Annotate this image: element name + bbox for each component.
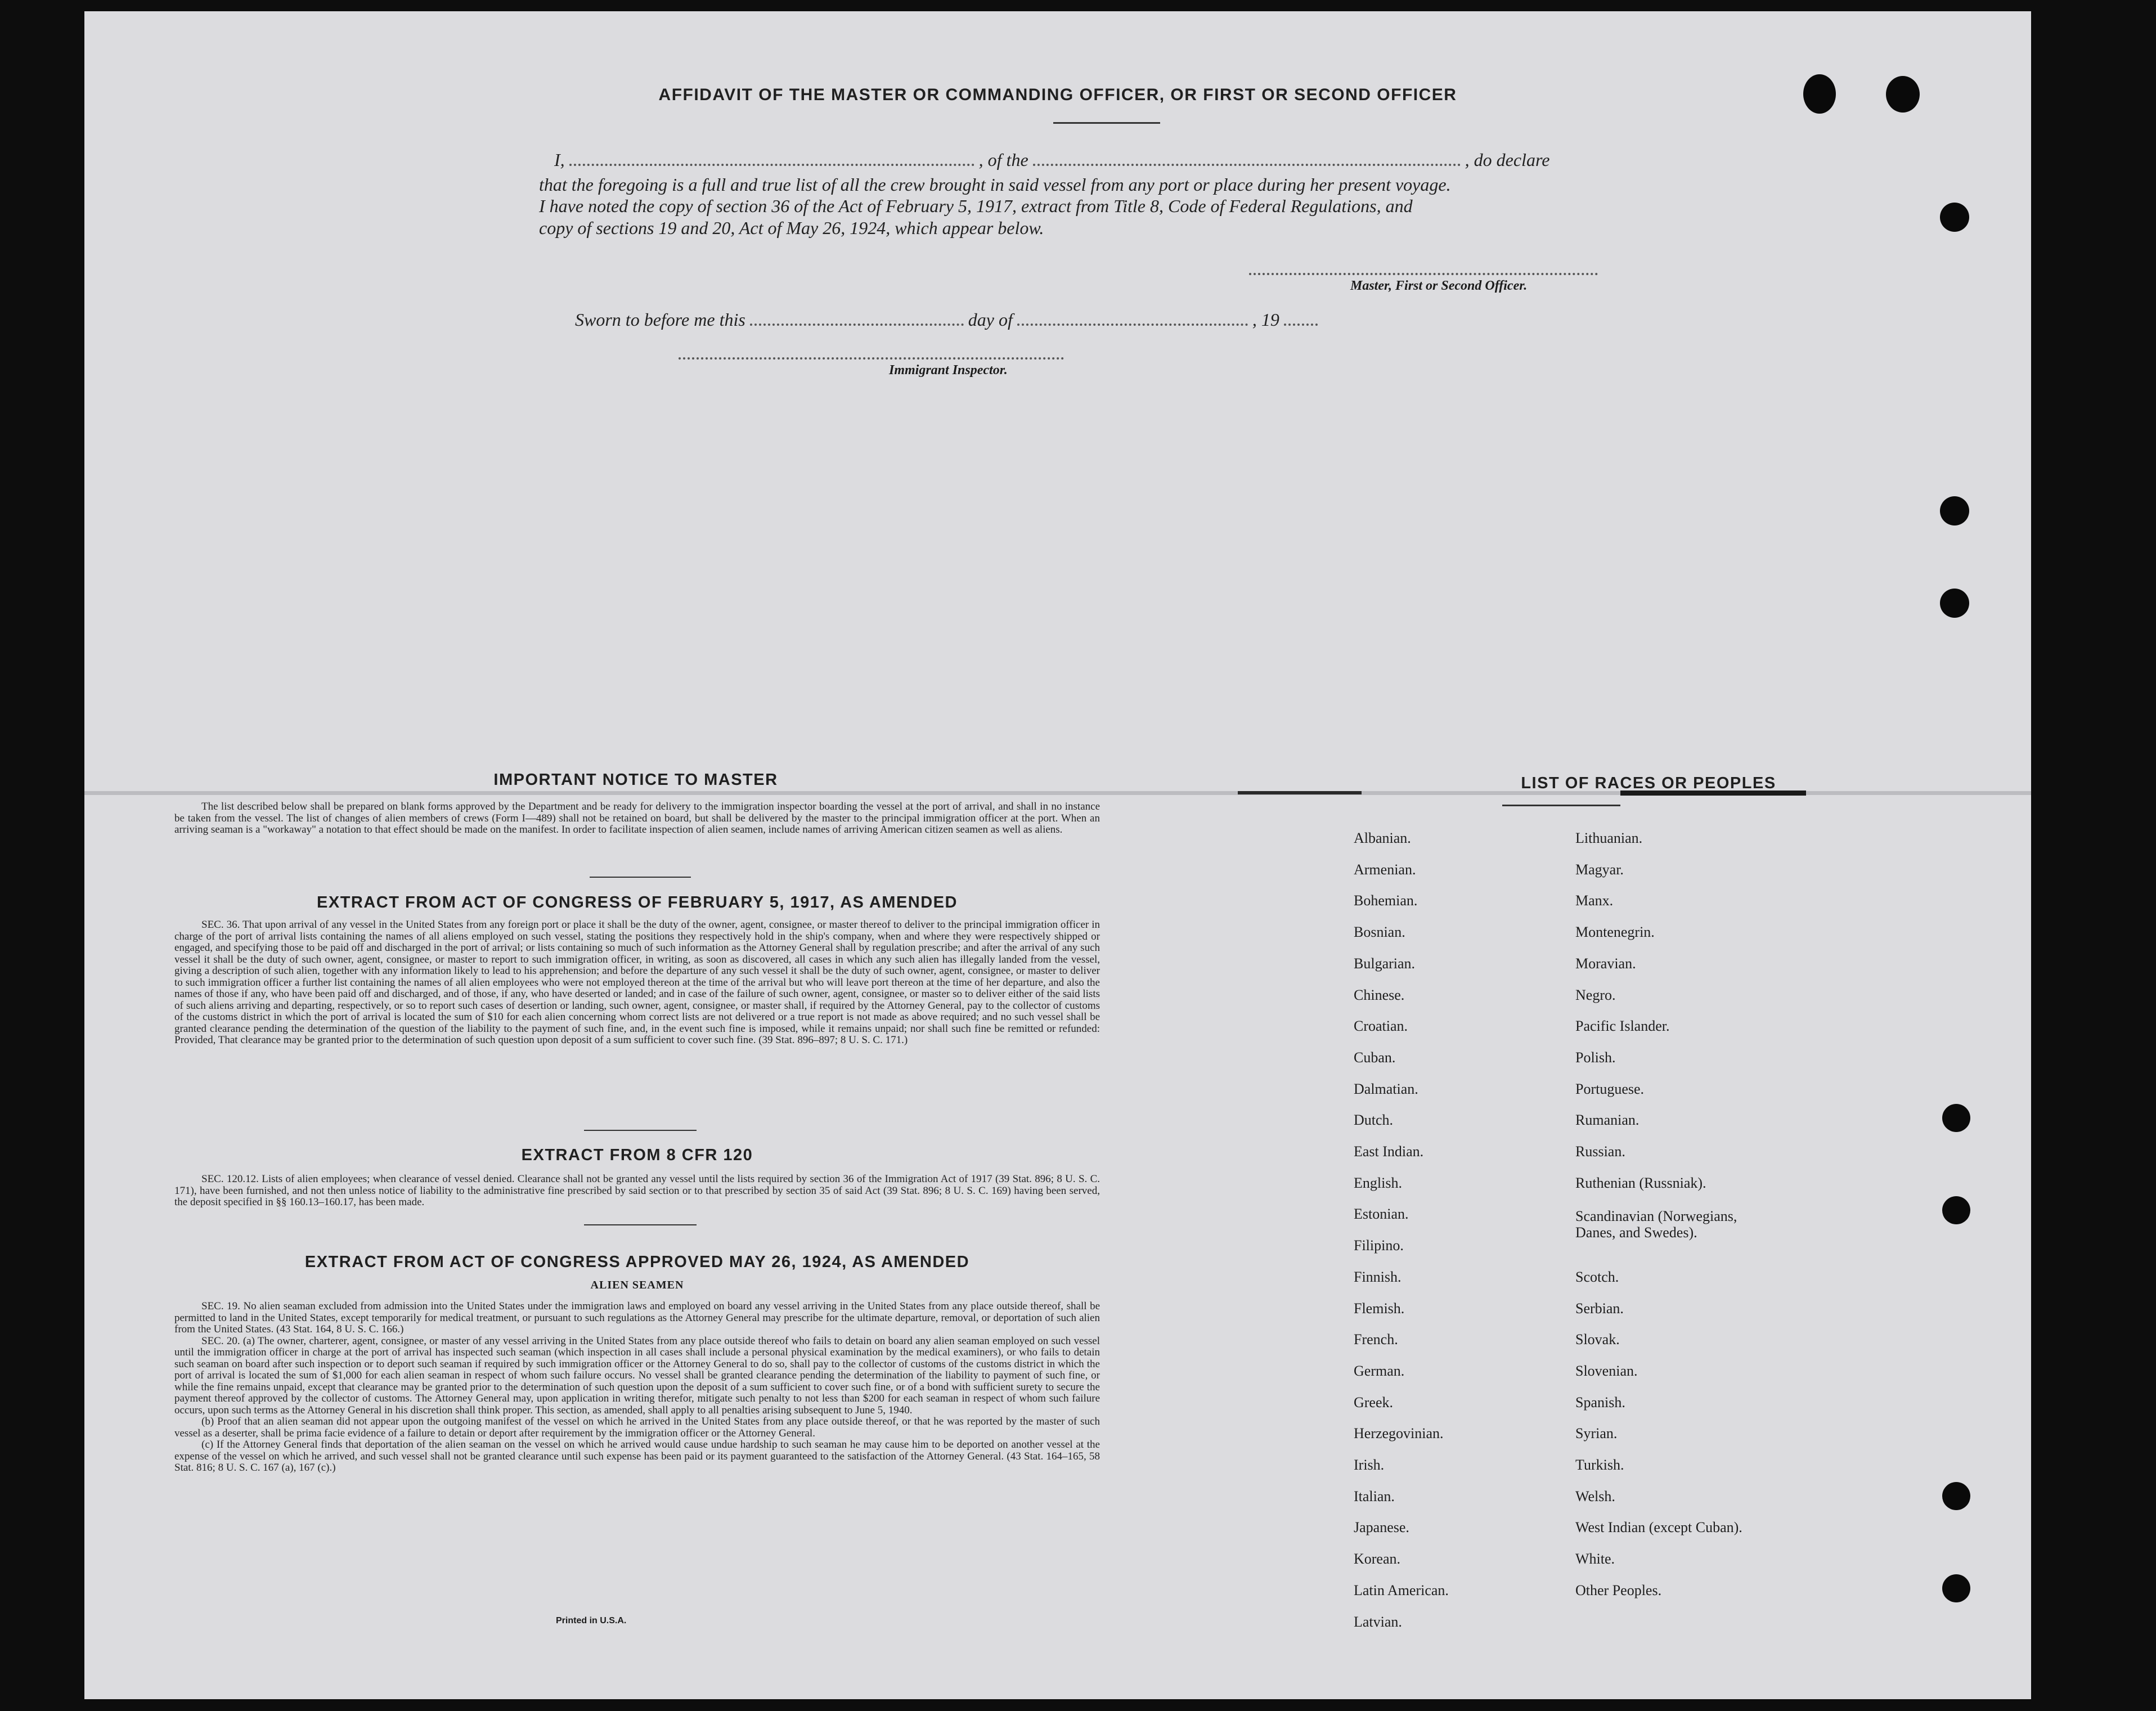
race-item: Pacific Islander.: [1575, 1018, 1670, 1035]
race-item: English.: [1354, 1174, 1402, 1191]
punch-hole: [1942, 1104, 1970, 1132]
race-item: Other Peoples.: [1575, 1582, 1662, 1598]
sworn-year-blank[interactable]: [1284, 324, 1318, 326]
notice-title: IMPORTANT NOTICE TO MASTER: [493, 771, 778, 789]
race-item: Finnish.: [1354, 1268, 1402, 1285]
race-item: Montenegrin.: [1575, 924, 1655, 941]
race-item: Manx.: [1575, 892, 1614, 909]
title-rule: [1053, 122, 1160, 124]
race-item: Magyar.: [1575, 861, 1624, 878]
race-item: Slovenian.: [1575, 1362, 1638, 1379]
race-item: Russian.: [1575, 1143, 1625, 1160]
race-item: Croatian.: [1354, 1018, 1408, 1035]
race-item: Welsh.: [1575, 1488, 1615, 1505]
sworn-prefix: Sworn to before me this: [575, 309, 745, 330]
extract-cfr-text: SEC. 120.12. Lists of alien employees; when clearance of vessel denied. Clearance shall not be granted any vessel until the lists required by section 36 of the Immigration Act of 1917 (39 Stat. 896; 8 U. S. C. 171), have been furnished, and not then unless notice of liability to the administrative fine prescribed by said section or to that prescribed by section 35 of said Act (39 Stat. 896; 8 U. S. C. 169) having been served, the deposit specified in §§ 160.13–160.17, has been made.: [174, 1173, 1100, 1208]
race-item: Latvian.: [1354, 1613, 1402, 1630]
race-item: Polish.: [1575, 1049, 1616, 1066]
inspector-label: Immigrant Inspector.: [889, 363, 1008, 378]
race-item: Latin American.: [1354, 1582, 1449, 1598]
sworn-month-blank[interactable]: [1017, 324, 1248, 326]
race-item: Italian.: [1354, 1488, 1395, 1505]
sec-20c-text: (c) If the Attorney General finds that deportation of the alien seaman on the vessel on which he arrived would cause undue hardship to such seaman he may cause him to be deported on another vessel at the expense of the vessel on which he arrived, and such vessel shall not be granted clearance until such expense has been paid or its payment guaranteed to the satisfaction of the Attorney General. (43 Stat. 164–165, 58 Stat. 816; 8 U. S. C. 167 (a), 167 (c).): [174, 1439, 1100, 1474]
alien-seamen-subtitle: ALIEN SEAMEN: [590, 1279, 684, 1291]
race-item: Dalmatian.: [1354, 1080, 1418, 1097]
race-item: Estonian.: [1354, 1206, 1409, 1223]
race-item: Ruthenian (Russniak).: [1575, 1174, 1706, 1191]
race-item: Dutch.: [1354, 1112, 1394, 1129]
master-signature-label: Master, First or Second Officer.: [1350, 279, 1528, 293]
race-item: Slovak.: [1575, 1331, 1620, 1348]
inspector-signature-line[interactable]: [679, 357, 1064, 360]
extract-cfr-rule: [584, 1224, 697, 1225]
race-item: East Indian.: [1354, 1143, 1424, 1160]
notice-rule: [590, 877, 691, 878]
extract-1917-title: EXTRACT FROM ACT OF CONGRESS OF FEBRUARY 5, 1917, AS AMENDED: [317, 893, 958, 911]
sworn-day-of: day of: [968, 309, 1013, 330]
race-item: French.: [1354, 1331, 1398, 1348]
punch-hole: [1940, 496, 1969, 526]
race-item: German.: [1354, 1362, 1405, 1379]
race-item: Filipino.: [1354, 1237, 1404, 1254]
race-item: Portuguese.: [1575, 1080, 1645, 1097]
affidavit-i: I,: [554, 150, 565, 170]
affidavit-line-1: [554, 150, 1674, 170]
sec-20a-text: SEC. 20. (a) The owner, charterer, agent, consignee, or master of any vessel arriving in the United States from any place outside thereof who fails to detain on board any alien seaman employed on such vessel until the immigration officer in charge at the port of arrival has inspected such seaman (which inspection in all cases shall include a personal physical examination by the medical examiners), or who fails to detain such seaman on board after such inspection or to deport such seaman if required by such immigration officer or the Attorney General to do so, shall pay to the collector of customs of the customs district in which the port of arrival is located the sum of $1,000 for each alien seaman in respect of whom such failure occurs. No vessel shall be granted clearance pending the determination of the liability to payment of such fine, or while the fine remains unpaid, except that clearance may be granted prior to the determination of such question upon the deposit of a sum sufficient to cover such fine, or of a bond with sufficient surety to secure the payment thereof approved by the collector of customs. The Attorney General may, upon application in writing therefor, mitigate such penalty to not less than $200 for each seaman in respect of whom such failure occurs, upon such terms as the Attorney General in his discretion shall think proper. This section, as amended, shall apply to all penalties arising subsequent to June 5, 1940.: [174, 1335, 1100, 1416]
race-item: Flemish.: [1354, 1300, 1405, 1317]
race-item: Irish.: [1354, 1457, 1385, 1473]
race-item: Bosnian.: [1354, 924, 1405, 941]
race-item: Japanese.: [1354, 1519, 1409, 1536]
sworn-day-blank[interactable]: [750, 324, 964, 326]
extract-1917-rule: [584, 1130, 697, 1131]
master-signature-line[interactable]: [1249, 273, 1598, 275]
race-item: Herzegovinian.: [1354, 1425, 1444, 1442]
printed-in-usa: Printed in U.S.A.: [556, 1616, 627, 1625]
affidavit-title: AFFIDAVIT OF THE MASTER OR COMMANDING OFFICER, OR FIRST OR SECOND OFFICER: [658, 86, 1457, 104]
race-item: Korean.: [1354, 1551, 1401, 1568]
race-item: Chinese.: [1354, 986, 1405, 1003]
extract-1924-body: [174, 1301, 1100, 1474]
affidavit-line-2: that the foregoing is a full and true list of all the crew brought in said vessel from any port or place during her present voyage.: [539, 174, 1451, 195]
race-item: Syrian.: [1575, 1425, 1618, 1442]
race-item: White.: [1575, 1551, 1615, 1568]
punch-hole: [1942, 1196, 1970, 1224]
extract-cfr-title: EXTRACT FROM 8 CFR 120: [521, 1146, 753, 1164]
extract-1917-text: SEC. 36. That upon arrival of any vessel in the United States from any foreign port or place it shall be the duty of the owner, agent, consignee, or master thereof to deliver to the principal immigration officer in charge of the port of arrival lists containing the names of all aliens employed on such vessel, stating the positions they respectively hold in the ship's company, when and where they were respectively shipped or engaged, and specifying those to be paid off and discharged in the port of arrival; or lists containing so much of such information as the Attorney General shall by regulation prescribe; and after the arrival of any such vessel it shall be the duty of such owner, agent, consignee, or master to report to such immigration officer, in writing, as soon as discovered, all cases in which any such alien has illegally landed from the vessel, giving a description of such alien, together with any information likely to lead to his apprehension; and before the departure of any such vessel it shall be the duty of such owner, agent, consignee, or master to deliver to such immigration officer a further list containing the names of all alien employees who were not employed thereon at the time of the arrival but who will leave port thereon at the time of her departure, and also the names of those if any, who have been paid off and discharged, and of those, if any, who have deserted or landed; and in case of the failure of such owner, agent, consignee, or master so to deliver either of the said lists of such aliens arriving and departing, respectively, or so to report such cases of desertion or landing, such owner, agent, consignee, or master shall, if required by the Attorney General, pay to the collector of customs of the customs district in which the port of arrival is located the sum of $10 for each alien concerning whom correct lists are not delivered or a true report is not made as above required; and no such vessel shall be granted clearance pending the determination of the question of the liability to the payment of such fine, and, in the event such fine is imposed, while it remains unpaid; nor shall such fine be remitted or refunded: Provided, That clearance may be granted prior to the determination of such question upon deposit of a sum sufficient to cover such fine. (39 Stat. 896–897; 8 U. S. C. 171.): [174, 919, 1100, 1046]
sworn-year: , 19: [1252, 309, 1279, 330]
punch-hole: [1803, 74, 1836, 114]
race-item: Serbian.: [1575, 1300, 1624, 1317]
affidavit-of-the: , of the: [978, 150, 1028, 170]
vessel-blank[interactable]: [1033, 164, 1461, 166]
race-item: Scandinavian (Norwegians, Danes, and Swedes).: [1575, 1208, 1737, 1241]
race-item: Negro.: [1575, 986, 1616, 1003]
races-rule: [1502, 805, 1620, 806]
document-page: [84, 11, 2031, 1699]
race-item: Albanian.: [1354, 830, 1411, 846]
fold-mark-left: [1238, 791, 1362, 794]
punch-hole: [1942, 1482, 1970, 1510]
race-item: West Indian (except Cuban).: [1575, 1519, 1742, 1536]
races-title: LIST OF RACES OR PEOPLES: [1521, 774, 1776, 792]
punch-hole: [1940, 203, 1969, 232]
affidavit-line-4: copy of sections 19 and 20, Act of May 26, 1924, which appear below.: [539, 218, 1044, 238]
punch-hole: [1940, 589, 1969, 618]
affidavit-declare: , do declare: [1465, 150, 1550, 170]
extract-1924-title: EXTRACT FROM ACT OF CONGRESS APPROVED MAY 26, 1924, AS AMENDED: [304, 1253, 970, 1271]
punch-hole: [1942, 1574, 1970, 1602]
affidavit-line-3: I have noted the copy of section 36 of the Act of February 5, 1917, extract from Title 8, Code of Federal Regulations, and: [539, 196, 1413, 216]
race-item: Lithuanian.: [1575, 830, 1643, 846]
race-item: Turkish.: [1575, 1457, 1624, 1473]
sec-20b-text: (b) Proof that an alien seaman did not appear upon the outgoing manifest of the vessel on which he arrived in the United States from any place outside thereof, or that he was reported by the master of such vessel as a deserter, shall be prima facie evidence of a failure to detain or deport after requirement by the immigration officer or the Attorney General.: [174, 1416, 1100, 1439]
race-item: Bulgarian.: [1354, 955, 1416, 972]
race-item: Moravian.: [1575, 955, 1636, 972]
sec-19-text: SEC. 19. No alien seaman excluded from admission into the United States under the immigration laws and employed on board any vessel arriving in the United States from any place outside thereof, shall be permitted to land in the United States, except temporarily for medical treatment, or pursuant to such regulations as the Attorney General may prescribe for the ultimate departure, removal, or deportation of such alien from the United States. (43 Stat. 164, 8 U. S. C. 166.): [174, 1300, 1100, 1335]
race-item: Greek.: [1354, 1394, 1394, 1411]
race-item: Spanish.: [1575, 1394, 1625, 1411]
name-blank[interactable]: [569, 164, 974, 166]
punch-hole: [1886, 76, 1920, 113]
race-item: Cuban.: [1354, 1049, 1396, 1066]
race-item: Bohemian.: [1354, 892, 1418, 909]
race-item: Rumanian.: [1575, 1112, 1640, 1129]
race-item: Armenian.: [1354, 861, 1416, 878]
race-item: Scotch.: [1575, 1268, 1619, 1285]
notice-text: The list described below shall be prepared on blank forms approved by the Department and be ready for delivery to the immigration inspector boarding the vessel at the port of arrival, and shall in no instance be taken from the vessel. The list of changes of alien members of crews (Form I—489) shall not be retained on board, but shall be delivered by the master to the principal immigration officer at the port. When an arriving seaman is a "workaway" a notation to that effect should be made on the manifest. In order to facilitate inspection of alien seamen, include names of arriving American citizen seamen as well as aliens.: [174, 801, 1100, 836]
sworn-line: [575, 309, 1318, 330]
